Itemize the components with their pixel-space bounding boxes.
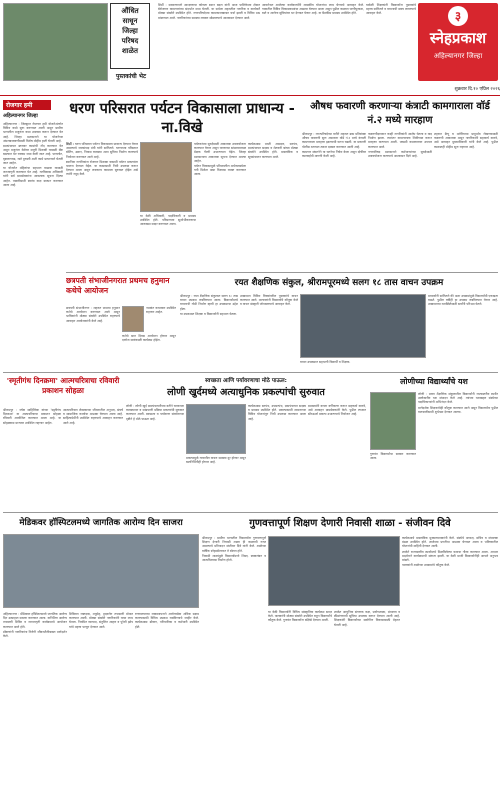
story-9-col-3: शाळेत आधुनिक संगणक कक्ष, प्रयोगशाळा, ग्रंथालय व क्रीडांगणाची सुविधा उपलब्ध करून देण्यात आली आहे. शिक्षकांनी विद्यार्थ्यांच्या सर्वांगीण विकासासाठी मेहनत घेतली आहे. bbox=[334, 610, 400, 627]
divider bbox=[66, 272, 498, 273]
story-4 bbox=[180, 276, 498, 292]
story-6-headline: लोणी खुर्दमध्ये अत्याधुनिक प्रकल्पांची सुरुवात bbox=[167, 387, 325, 398]
lead-story bbox=[66, 100, 298, 140]
story-9-col-2: या वेळी विद्यार्थ्यांनी विविध सांस्कृतिक कार्यक्रम सादर केले. पालकांनी मोठ्या संख्येने उपस्थित राहून विद्यार्थ्यांचे कौतुक केले. गुणवंत विद्यार्थ्यांना बक्षिसे देण्यात आली. bbox=[268, 610, 332, 623]
left-column bbox=[3, 100, 63, 370]
story-2-col-3: शहरात डेंग्यू व मलेरियाचा प्रादुर्भाव रोखण्यासाठी फवारणी आवश्यक असून नागरिकांनी सहकार्य करावे, असे आवाहन मुख्याधिकारी यांनी केले आहे. पुढील काळातही मोहीम सुरू राहणार आहे. bbox=[434, 132, 498, 149]
story-4-photo bbox=[300, 294, 426, 358]
story-4-col-2: उपक्रमात विविध विषयांवरील पुस्तकांचे वाचन करण्यात आले. मान्यवरांनी विद्यार्थ्यांचे कौतुक केले व वाचन संस्कृती जोपासण्याचे आवाहन केले. bbox=[240, 294, 298, 307]
story-8-col-1: अहिल्यानगर : मेडिकवर हॉस्पिटलमध्ये जागतिक आरोग्य दिन उत्साहात साजरा करण्यात आला. यानिमित्त आरोग्य तपासणी शिबिर व जनजागृती कार्यक्रमाचे आयोजन करण्यात आले होते. डॉक्टरांनी नागरिकांना निरोगी जीवनशैलीबाबत मार्गदर्शन केले. bbox=[3, 612, 67, 639]
story-6-col-1: लोणी : लोणी खुर्द ग्रामपंचायतीच्या वतीने घनकचरा व्यवस्थापन व सांडपाणी प्रक्रिया प्रकल्पांची सुरुवात करण्यात आली. स्वच्छता व पर्यावरण संवर्धनाच्या दृष्टीने हे मोठे पाऊल आहे. bbox=[126, 404, 184, 421]
page-number-badge: ३ bbox=[448, 6, 468, 26]
edition-name: अहिल्यानगर जिल्हा bbox=[433, 52, 483, 60]
story-9-col-4: कार्यक्रमाचे प्रास्ताविक मुख्याध्यापकांनी केले. संस्थेचे अध्यक्ष, सचिव व संचालक मंडळ उपस्थित होते. शाळेच्या प्रगतीचा आढावा घेण्यात आला व भविष्यातील योजनांची माहिती देण्यात आली. शाळेने राज्यस्तरीय स्पर्धांमध्ये मिळविलेल्या यशाचा गौरव करण्यात आला. आभार प्रदर्शनाने कार्यक्रमाची सांगता झाली. या वेळी माजी विद्यार्थ्यांनीही आपले अनुभव मांडले. पालकांनी शाळेच्या उपक्रमांचे कौतुक केले. bbox=[402, 536, 498, 568]
divider bbox=[3, 372, 498, 373]
story-3-col-2: कथेचे सात दिवस आयोजन होणार असून दररोज सायंकाळी कार्यक्रम होईल. bbox=[122, 334, 176, 343]
photo-box-line: जिल्हा bbox=[122, 27, 138, 35]
story-4-headline: रयत शैक्षणिक संकुल, श्रीरामपूरमध्ये सलग १८ तास वाचन उपक्रम bbox=[234, 278, 444, 288]
date-line: शुक्रवार दि.१० एप्रिल २०२६ bbox=[454, 87, 500, 92]
masthead-article-2: आवर्तनात आलेल्या कार्यकर्त्यांनी शासकीय योजनांचा लाभ घेण्याचे आवाहन केले. गावातील विविध विकासकामांचा आढावा घेण्यात आला असून पुढील काळात पाणीपुरवठा, रस्ते व आरोग्य सुविधांवर भर देण्यात येणार आहे. या बैठकीस ग्रामस्थ उपस्थित होते. bbox=[262, 3, 364, 16]
story-4-col-3: वाचन उपक्रमात सहभागी विद्यार्थी व शिक्षक. bbox=[300, 360, 351, 364]
story-9-photo bbox=[268, 536, 400, 606]
photo-box-line: औंधित bbox=[121, 7, 139, 15]
story-5-col-1: श्रीरामपूर : ज्येष्ठ साहित्यिक यांच्या 'स्मृतीगंध दिनक्रमा' या आत्मचरित्राचा प्रकाशन सोहळा रविवारी आयोजित करण्यात आला आहे. या सोहळ्यास मान्यवर उपस्थित राहणार आहेत. bbox=[3, 408, 61, 425]
byline: शिर्डी : bbox=[66, 142, 74, 146]
masthead-article-1: शिर्डी : साधारणपणे आरक्षणाचा कोणता स्थान बदल यांनी आज पालिकेच्या क्षेत्रात बेरोजगार कामगारांच्या संदर्भात सभा घेतली. या सभेला शहरातील नागरिक व कार्यकर्ते मोठ्या संख्येने उपस्थित होते. नगरपरिषदेच्या कामकाजाबाबत चर्चा झाली व विविध प्रश्न मांडण्यात आले. नागरिकांच्या समस्या लवकर सोडवण्याचे आश्वासन देण्यात आले. bbox=[158, 3, 260, 20]
masthead-rule bbox=[0, 95, 500, 96]
story-8-col-2: शिबिरात रक्तदाब, मधुमेह, हृदयरोग तपासणी मोफत करण्यात आली. मोठ्या संख्येने नागरिकांनी याचा लाभ घेतला. नियमित व्यायाम, संतुलित आहार व पुरेशी झोप यांचे महत्त्व पटवून देण्यात आले. bbox=[69, 612, 133, 629]
story-7 bbox=[370, 376, 498, 390]
lead-headline: धरण परिसरात पर्यटन विकासाला प्राधान्य - ना.विखे bbox=[69, 101, 295, 136]
story-5 bbox=[3, 376, 123, 406]
story-7-col-1: लोणी : प्रवरा शैक्षणिक संकुलातील विद्यार्थ्यांनी राज्यस्तरीय स्पर्धेत उल्लेखनीय यश संपादन केले आहे. त्यांच्या यशाबद्दल संस्थेच्या पदाधिकाऱ्यांनी अभिनंदन केले. मार्गदर्शक शिक्षकांचेही कौतुक करण्यात आले असून विद्यार्थ्यांना पुढील वाटचालीसाठी शुभेच्छा देण्यात आल्या. bbox=[418, 392, 498, 414]
story-2 bbox=[302, 100, 498, 130]
story-9-col-1: श्रीरामपूर : ग्रामीण भागातील विद्यार्थ्यांना गुणवत्तापूर्ण शिक्षण देणारी निवासी शाळा ही काळाची गरज असल्याचे प्रतिपादन संजीवन दिवे यांनी केले. शाळेच्या वार्षिक स्नेहसंमेलनात ते बोलत होते. निवासी शाळांमुळे विद्यार्थ्यांमध्ये शिस्त, स्वावलंबन व आत्मविश्वास निर्माण होतो. bbox=[202, 536, 266, 563]
masthead-photo-caption: पुस्तकांची भेट bbox=[115, 73, 147, 80]
story-7-photo bbox=[370, 392, 416, 450]
story-9 bbox=[202, 516, 498, 532]
masthead-article-3: यावेळी शिक्षकांनी विद्यार्थ्यांना पुस्तकांचे महत्त्व सांगितले व वाचनाची सवय लावण्याचे आवाहन केले. bbox=[366, 3, 416, 16]
story-8-photo bbox=[3, 534, 199, 608]
story-2-col-2: फवारणीदरम्यान काही नागरिकांनी आक्षेप घेतला व वाद निर्माण झाला. त्यानंतर कामगाराला शिवीगाळ करून मारहाण करण्यात आली. जखमी कामगारावर उपचार करण्यात आले. नगरपरिषद प्रशासनाने कर्मचाऱ्यांच्या सुरक्षेसाठी उपाययोजना करण्याचे आश्वासन दिले आहे. bbox=[368, 132, 432, 159]
story-6-kicker: स्वच्छता आणि पर्यावरणाचा मोठे पाऊल: bbox=[205, 378, 287, 384]
ad-label: रोजगार हमी bbox=[3, 100, 51, 110]
photo-box-line: शाळेत bbox=[122, 47, 138, 55]
story-6-col-2: प्रकल्पामुळे गावातील कचरा समस्या दूर होणार असून खतनिर्मितीही होणार आहे. bbox=[186, 456, 246, 465]
masthead bbox=[0, 0, 500, 96]
story-7-col-2: गुणवंत विद्यार्थ्यांचा सत्कार करण्यात आला. bbox=[370, 452, 416, 461]
lead-story-col-4: कार्यक्रमास माजी आमदार, सरपंच, ग्रामपंचायत सदस्य व शेतकरी बांधव मोठ्या संख्येने उपस्थित होते. प्रास्ताविक व सूत्रसंचालन करण्यात आले. bbox=[248, 142, 298, 159]
story-3-col-1: छत्रपती संभाजीनगर : शहरात प्रथमच हनुमान कथेचे आयोजन करण्यात आले असून भाविकांनी मोठ्या संख्येने उपस्थित राहण्याचे आवाहन आयोजकांनी केले आहे. bbox=[66, 306, 120, 323]
story-9-headline: गुणवत्तापूर्ण शिक्षण देणारी निवासी शाळा - संजीवन दिवे bbox=[249, 518, 451, 529]
paper-name: स्नेहप्रकाश bbox=[429, 29, 487, 47]
photo-box-line: परिषद bbox=[121, 37, 139, 45]
story-2-headline: औषध फवारणी करणाऱ्या कंत्राटी कामगाराला वॉर्ड नं.२ मध्ये मारहाण bbox=[310, 101, 490, 126]
lead-story-col-3: पर्यटकांच्या सुरक्षेसाठी आवश्यक उपाययोजना करण्यात येणार असून धरणाच्या सांडव्याजवळ प्रेक्षक गॅलरी उभारण्यात येईल. जिल्हा प्रशासनाला आवश्यक सूचना देण्यात आल्या आहेत. पर्यटन विकासामुळे परिसरातील अर्थव्यवस्थेला गती मिळेल असा विश्वास व्यक्त करण्यात आला. bbox=[194, 142, 246, 177]
side-column-text: अहिल्यानगर : जिल्ह्यात रोजगार हमी योजनेअंतर्गत विविध कामे सुरू करण्यात आली असून ग्रामीण भागातील मजुरांना काम उपलब्ध करून देण्यात येत आहे. जिल्हा प्रशासनाने या योजनेच्या अंमलबजावणीसाठी विशेष मोहीम हाती घेतली आहे. ग्रामपंचायत स्तरावर कामांची नोंद करण्यात येत असून मजुरांना वेळेवर मजुरी मिळावी यासाठी बँक खात्यात थेट रक्कम जमा केली जात आहे. पाणलोट, वृक्षलागवड, रस्ते दुरुस्ती अशी कामे प्राधान्याने घेतली जात आहेत. या योजनेत महिलांचा सहभाग वाढावा यासाठी जनजागृती करण्यात येत आहे. गटविकास अधिकारी यांनी सर्व ग्रामसेवकांना आवश्यक सूचना दिल्या आहेत. तक्रारींसाठी स्वतंत्र कक्ष स्थापन करण्यात आला आहे. bbox=[3, 122, 63, 187]
story-3-photo bbox=[122, 306, 144, 332]
story-4-col-4: प्राचार्यांनी सांगितले की अशा उपक्रमांमुळे विद्यार्थ्यांची एकाग्रता वाढते. पुढील वर्षीही हा उपक्रम राबविण्यात येणार आहे. उपक्रमाच्या यशस्वितेसाठी सर्वांनी परिश्रम घेतले. bbox=[428, 294, 498, 307]
lead-story-col-2: या वेळी अधिकारी, पदाधिकारी व ग्रामस्थ उपस्थित होते. परिसराच्या सुशोभीकरणाचा आराखडा सादर करण्यात आला. bbox=[140, 214, 196, 227]
story-8-col-3: रुग्णालयाच्या व्यवस्थापनाने आरोग्यसेवा अधिक सक्षम करण्यासाठी विविध उपक्रम राबविण्याचे जाहीर केले. कार्यक्रमास डॉक्टर, परिचारिका व कर्मचारी उपस्थित होते. bbox=[135, 612, 199, 629]
story-5-headline: 'स्मृतीगंध दिनक्रमा' आत्मचरित्राचा रविवारी प्रकाशन सोहळा bbox=[6, 376, 120, 395]
lead-story-photo bbox=[140, 142, 192, 212]
story-6-col-3: कार्यक्रमास सरपंच, उपसरपंच, ग्रामपंचायत सदस्य व ग्रामस्थ उपस्थित होते. प्रकल्पासाठी शासनाच्या विविध योजनांतून निधी उपलब्ध करण्यात आला आहे. bbox=[248, 404, 306, 421]
divider bbox=[3, 512, 498, 513]
side-column-title: अहिल्यानगर जिल्हा bbox=[3, 113, 38, 119]
story-2-col-1: श्रीरामपूर : नगरपरिषदेच्या वतीने शहरात डास प्रतिबंधक औषध फवारणी सुरू असताना वॉर्ड नं.२ मध्ये कंत्राटी कामगाराला मारहाण झाल्याची घटना घडली. या प्रकरणी पोलीस ठाण्यात तक्रार दाखल करण्यात आली आहे. कामगार संघटनेने या घटनेचा निषेध केला असून दोषींवर कारवाईची मागणी केली आहे. bbox=[302, 132, 366, 159]
story-3-headline: छत्रपती संभाजीनगरात प्रथमच हनुमान कथेचे आयोजन bbox=[66, 276, 170, 295]
story-8-headline: मेडिकवर हॉस्पिटलमध्ये जागतिक आरोग्य दिन साजरा bbox=[19, 518, 183, 528]
story-4-col-1: श्रीरामपूर : रयत शैक्षणिक संकुलात सलग १८ तास वाचन उपक्रम राबविण्यात आला. विद्यार्थ्यांमध्ये वाचनाची गोडी निर्माण व्हावी हा उपक्रमाचा उद्देश होता. या उपक्रमात शिक्षक व विद्यार्थ्यांनी सहभाग घेतला. bbox=[180, 294, 238, 316]
story-3-col-3: नामवंत कथाकार उपस्थित राहणार आहेत. bbox=[146, 306, 176, 315]
story-3 bbox=[66, 276, 176, 306]
story-5-col-2: आत्मचरित्रात लेखकाच्या जीवनातील अनुभव, संघर्ष व सामाजिक कार्याचा आढावा घेण्यात आला आहे. साहित्यप्रेमींनी उपस्थित राहण्याचे आवाहन करण्यात आले आहे. bbox=[63, 408, 123, 425]
photo-box-line: साधून bbox=[122, 17, 138, 25]
masthead-photo bbox=[3, 3, 108, 81]
masthead-photo-box bbox=[110, 3, 150, 69]
lead-story-col-1: शिर्डी : धरण परिसरात पर्यटन विकासाला प्राधान्य देण्यात येणार असल्याचे जलसंपदा मंत्री यांनी सांगितले. धरणाच्या परिसरात बोटिंग, उद्यान, निवास व्यवस्था अशा सुविधा निर्माण करण्याचे नियोजन करण्यात आले आहे. स्थानिक नागरिकांना रोजगार मिळावा यासाठी पर्यटन प्रकल्पांना चालना देण्यात येईल. या कामासाठी निधी उपलब्ध करून देण्यात आला असून लवकरच कामाला सुरुवात होईल असे त्यांनी नमूद केले. bbox=[66, 142, 138, 177]
story-6-photo bbox=[186, 404, 246, 454]
story-6 bbox=[126, 386, 366, 402]
story-7-headline: लोणीच्या विद्यार्थ्यांचे यश bbox=[400, 377, 468, 386]
story-6-col-4: ग्रामस्थांनी कचरा वर्गीकरण करून सहकार्य करावे, असे आवाहन ग्रामसेवकांनी केले. पुढील टप्प्यात सौरऊर्जा प्रकल्प उभारण्याचे नियोजन आहे. bbox=[308, 404, 366, 417]
story-8 bbox=[3, 516, 199, 532]
